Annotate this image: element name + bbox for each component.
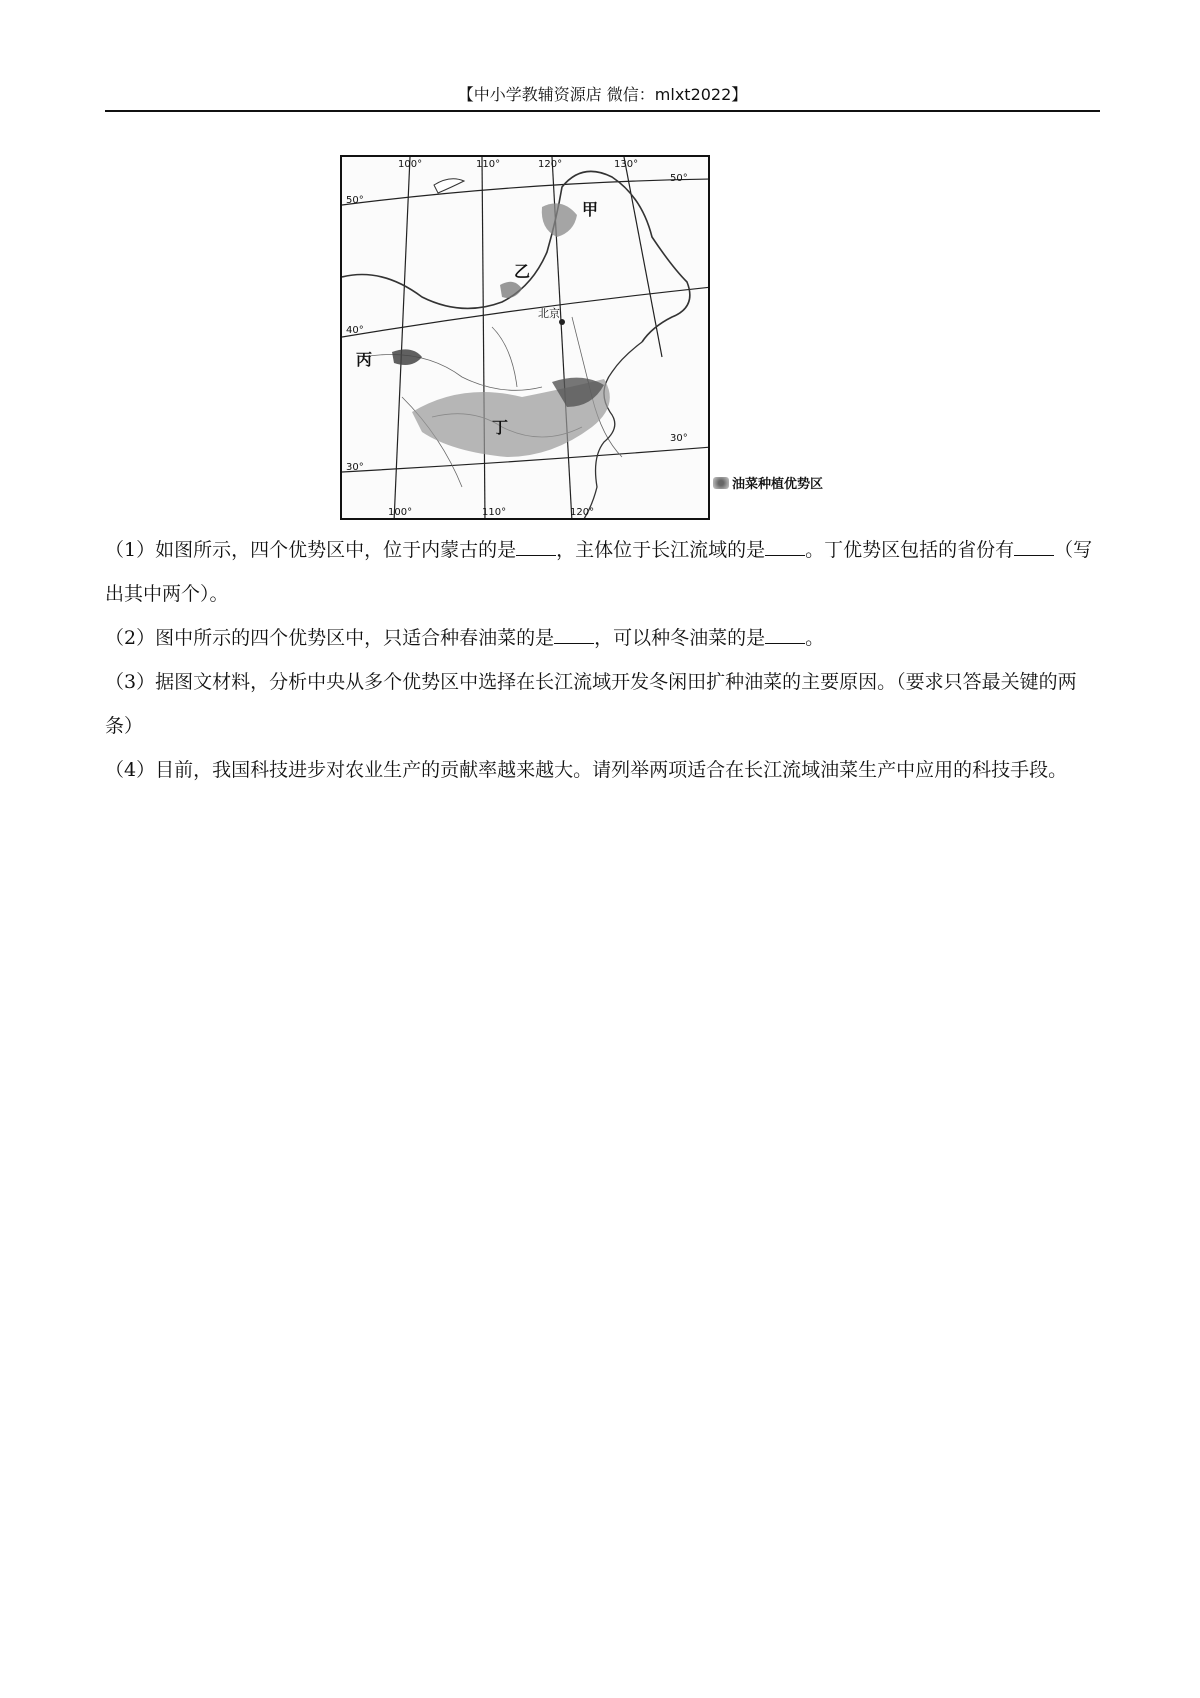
tick-label: 50° (346, 195, 364, 206)
map-frame (340, 155, 710, 520)
tick-label: 120° (538, 159, 563, 170)
city-label-beijing: 北京 (538, 307, 560, 320)
tick-label: 30° (670, 433, 688, 444)
question-2-text-c: 。 (805, 627, 825, 649)
tick-label: 30° (346, 462, 364, 473)
header-rule (105, 110, 1100, 112)
tick-label: 110° (476, 159, 501, 170)
question-list (105, 528, 1100, 792)
region-bing-area (392, 349, 422, 365)
region-label-bing: 丙 (356, 350, 373, 369)
region-jia-area (542, 203, 577, 237)
longitude-110-line (482, 157, 485, 520)
tick-label: 50° (670, 173, 688, 184)
tick-label: 110° (482, 507, 507, 518)
region-yi-area (500, 282, 522, 298)
tick-label: 100° (398, 159, 423, 170)
question-1-text-c: 。丁优势区包括的省份有 (805, 539, 1015, 561)
question-2 (105, 616, 1100, 660)
question-1-text-a: （1）如图所示，四个优势区中，位于内蒙古的是 (105, 539, 517, 561)
region-label-jia: 甲 (582, 200, 599, 219)
answer-blank[interactable] (765, 625, 805, 644)
question-4: （4）目前，我国科技进步对农业生产的贡献率越来越大。请列举两项适合在长江流域油菜生产中应用的科技手段。 (105, 759, 1068, 781)
page-header: 【中小学教辅资源店 微信：mlxt2022】 (457, 85, 748, 104)
coastline (582, 342, 642, 520)
rapeseed-map-figure (330, 150, 870, 520)
tick-label: 40° (346, 325, 364, 336)
question-2-text-a: （2）图中所示的四个优势区中，只适合种春油菜的是 (105, 627, 555, 649)
answer-blank[interactable] (765, 537, 805, 556)
region-label-yi: 乙 (514, 262, 531, 281)
tick-label: 120° (570, 507, 595, 518)
longitude-100-line (394, 157, 410, 520)
question-1-text-d: （写出其中两个）。 (105, 539, 1093, 605)
region-label-ding: 丁 (492, 418, 509, 437)
latitude-40-line (342, 287, 710, 337)
tick-label: 130° (614, 159, 639, 170)
question-2-text-b: ，可以种冬油菜的是 (594, 627, 766, 649)
answer-blank[interactable] (1014, 537, 1054, 556)
answer-blank[interactable] (554, 625, 594, 644)
legend-swatch (713, 477, 729, 489)
legend-label: 油菜种植优势区 (732, 477, 824, 492)
map-drawing (342, 157, 710, 520)
question-1-text-b: ，主体位于长江流域的是 (556, 539, 766, 561)
question-1 (105, 528, 1100, 616)
tick-label: 100° (388, 507, 413, 518)
latitude-50-line (342, 179, 710, 205)
border-line (342, 171, 690, 342)
answer-blank[interactable] (516, 537, 556, 556)
question-3: （3）据图文材料，分析中央从多个优势区中选择在长江流域开发冬闲田扩种油菜的主要原因。（要求只答最关键的两条） (105, 671, 1077, 737)
lake-shape (434, 179, 464, 193)
map-legend (713, 473, 823, 492)
